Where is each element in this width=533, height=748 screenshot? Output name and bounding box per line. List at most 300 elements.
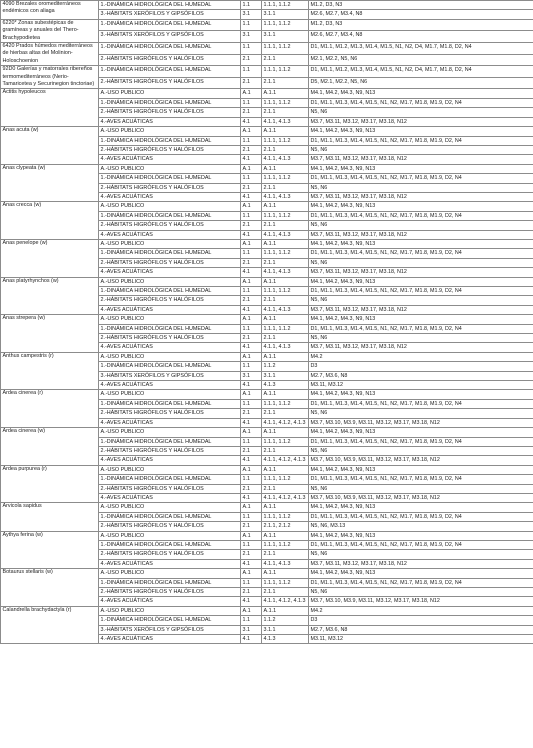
subcode-cell: 1.1.1, 1.1.2 [262, 66, 309, 78]
objective-cell: 1.-DINÁMICA HIDROLÓGICA DEL HUMEDAL [99, 174, 241, 183]
objective-cell: 1.-DINÁMICA HIDROLÓGICA DEL HUMEDAL [99, 19, 241, 31]
code-cell: 2.1 [241, 484, 262, 493]
measures-cell: N5, N6 [309, 108, 533, 117]
measures-cell: D1, M1.1, M1.3, M1.4, M1.5, N1, N2, M1.7, M1.8, M1.9, D2, N4 [309, 287, 533, 296]
measures-cell: M3.7, M3.10, M3.9, M3.11, M3.12, M3.17, M3.18, N12 [309, 418, 533, 427]
subcode-cell: 4.1.1, 4.1.3 [262, 559, 309, 568]
subcode-cell: 2.1.1 [262, 221, 309, 230]
subcode-cell: 1.1.1, 1.1.2 [262, 475, 309, 484]
measures-cell: D3 [309, 616, 533, 625]
objective-cell: 2.-HÁBITATS HIGRÓFILOS Y HALÓFILOS [99, 409, 241, 418]
measures-cell: M3.7, M3.11, M3.12, M3.17, M3.18, N12 [309, 268, 533, 277]
measures-cell: D3 [309, 362, 533, 371]
subcode-cell: A.1.1 [262, 127, 309, 136]
subcode-cell: 1.1.1, 1.1.2 [262, 437, 309, 446]
subcode-cell: 2.1.1, 2.1.2 [262, 522, 309, 531]
objective-cell: 1.-DINÁMICA HIDROLÓGICA DEL HUMEDAL [99, 475, 241, 484]
objective-cell: 4.-AVES ACUÁTICAS [99, 117, 241, 126]
objective-cell: 2.-HÁBITATS HIGRÓFILOS Y HALÓFILOS [99, 588, 241, 597]
subcode-cell: A.1.1 [262, 503, 309, 512]
objective-cell: 3.-HÁBITATS XERÓFILOS Y GIPSÓFILOS [99, 625, 241, 634]
subcode-cell: 2.1.1 [262, 108, 309, 117]
objective-cell: 1.-DINÁMICA HIDROLÓGICA DEL HUMEDAL [99, 66, 241, 78]
measures-cell: M4.1, M4.2, M4.3, N9, N13 [309, 428, 533, 437]
table-row [1, 503, 533, 512]
subcode-cell: 2.1.1 [262, 183, 309, 192]
code-cell: 4.1 [241, 635, 262, 644]
subcode-cell: 1.1.1, 1.1.2 [262, 43, 309, 55]
code-cell: 1.1 [241, 249, 262, 258]
measures-cell: N5, N6 [309, 183, 533, 192]
code-cell: 1.1 [241, 475, 262, 484]
code-cell: 1.1 [241, 362, 262, 371]
measures-cell: D1, M1.1, M1.2, M1.3, M1.4, M1.5, N1, N2, D4, M1.7, M1.8, D2, N4 [309, 43, 533, 55]
subcode-cell: 2.1.1 [262, 145, 309, 154]
measures-cell: D1, M1.1, M1.3, M1.4, M1.5, N1, N2, M1.7, M1.8, M1.9, D2, N4 [309, 174, 533, 183]
code-cell: 4.1 [241, 456, 262, 465]
measures-cell: M1.2, D3, N3 [309, 19, 533, 31]
objective-cell: 4.-AVES ACUÁTICAS [99, 597, 241, 606]
measures-cell: M1.2, D3, N3 [309, 1, 533, 10]
element-name-cell: Anas crecca (w) [1, 202, 99, 240]
objective-cell: 1.-DINÁMICA HIDROLÓGICA DEL HUMEDAL [99, 512, 241, 521]
measures-cell: N5, N6 [309, 296, 533, 305]
measures-cell: M2.6, M2.7, M3.4, N8 [309, 10, 533, 19]
code-cell: 1.1 [241, 399, 262, 408]
objective-cell: 1.-DINÁMICA HIDROLÓGICA DEL HUMEDAL [99, 324, 241, 333]
measures-cell: N5, N6 [309, 221, 533, 230]
table-row [1, 428, 533, 437]
code-cell: A.1 [241, 390, 262, 399]
code-cell: 1.1 [241, 287, 262, 296]
element-name-cell: Ardea purpurea (r) [1, 465, 99, 503]
table-row [1, 202, 533, 211]
measures-cell: M3.11, M3.12 [309, 635, 533, 644]
measures-cell: M4.1, M4.2, M4.3, N9, N13 [309, 164, 533, 173]
subcode-cell: A.1.1 [262, 352, 309, 361]
subcode-cell: 1.1.1, 1.1.2 [262, 1, 309, 10]
code-cell: 1.1 [241, 98, 262, 107]
element-name-cell: Anas platyrhynchos (w) [1, 277, 99, 315]
measures-cell: M4.1, M4.2, M4.3, N9, N13 [309, 277, 533, 286]
subcode-cell: 3.1.1 [262, 371, 309, 380]
code-cell: A.1 [241, 465, 262, 474]
code-cell: 2.1 [241, 522, 262, 531]
table-row [1, 89, 533, 98]
table-row [1, 1, 533, 10]
objective-cell: 4.-AVES ACUÁTICAS [99, 343, 241, 352]
code-cell: 3.1 [241, 625, 262, 634]
code-cell: 4.1 [241, 381, 262, 390]
code-cell: 4.1 [241, 305, 262, 314]
element-name-cell: Anthus campestris (r) [1, 352, 99, 390]
objective-cell: A.-USO PUBLICO [99, 531, 241, 540]
subcode-cell: A.1.1 [262, 239, 309, 248]
code-cell: 1.1 [241, 578, 262, 587]
objective-cell: 1.-DINÁMICA HIDROLÓGICA DEL HUMEDAL [99, 362, 241, 371]
code-cell: 4.1 [241, 155, 262, 164]
objective-cell: 2.-HÁBITATS HIGRÓFILOS Y HALÓFILOS [99, 183, 241, 192]
code-cell: 2.1 [241, 334, 262, 343]
code-cell: A.1 [241, 277, 262, 286]
code-cell: 1.1 [241, 1, 262, 10]
objective-cell: 1.-DINÁMICA HIDROLÓGICA DEL HUMEDAL [99, 540, 241, 549]
measures-cell: D1, M1.1, M1.3, M1.4, M1.5, N1, N2, M1.7, M1.8, M1.9, D2, N4 [309, 578, 533, 587]
measures-cell: M3.7, M3.10, M3.9, M3.11, M3.12, M3.17, M3.18, N12 [309, 597, 533, 606]
subcode-cell: 2.1.1 [262, 77, 309, 89]
element-name-cell: Arvicola sapidus [1, 503, 99, 531]
objective-cell: 4.-AVES ACUÁTICAS [99, 635, 241, 644]
subcode-cell: 4.1.1, 4.1.3 [262, 268, 309, 277]
code-cell: A.1 [241, 315, 262, 324]
table-row [1, 164, 533, 173]
table-row [1, 390, 533, 399]
code-cell: A.1 [241, 503, 262, 512]
code-cell: 4.1 [241, 117, 262, 126]
objective-cell: 1.-DINÁMICA HIDROLÓGICA DEL HUMEDAL [99, 249, 241, 258]
measures-cell: M3.7, M3.10, M3.9, M3.11, M3.12, M3.17, M3.18, N12 [309, 456, 533, 465]
objective-cell: A.-USO PUBLICO [99, 277, 241, 286]
measures-cell: M4.1, M4.2, M4.3, N9, N13 [309, 239, 533, 248]
subcode-cell: 1.1.1, 1.1.2 [262, 399, 309, 408]
objective-cell: 2.-HÁBITATS HIGRÓFILOS Y HALÓFILOS [99, 446, 241, 455]
objective-cell: A.-USO PUBLICO [99, 352, 241, 361]
element-name-cell: Ardea cinerea (w) [1, 428, 99, 466]
table-row [1, 315, 533, 324]
subcode-cell: A.1.1 [262, 465, 309, 474]
code-cell: 4.1 [241, 559, 262, 568]
subcode-cell: 2.1.1 [262, 296, 309, 305]
table-row [1, 606, 533, 615]
subcode-cell: 2.1.1 [262, 54, 309, 66]
measures-cell: M3.7, M3.11, M3.12, M3.17, M3.18, N12 [309, 230, 533, 239]
objective-cell: 4.-AVES ACUÁTICAS [99, 559, 241, 568]
objective-cell: 2.-HÁBITATS HIGRÓFILOS Y HALÓFILOS [99, 77, 241, 89]
objective-cell: 3.-HÁBITATS XERÓFILOS Y GIPSÓFILOS [99, 371, 241, 380]
measures-cell: M3.7, M3.11, M3.12, M3.17, M3.18, N12 [309, 192, 533, 201]
measures-cell: D1, M1.1, M1.3, M1.4, M1.5, N1, N2, M1.7, M1.8, M1.9, D2, N4 [309, 98, 533, 107]
table-row [1, 531, 533, 540]
subcode-cell: 1.1.1, 1.1.2 [262, 249, 309, 258]
objective-cell: A.-USO PUBLICO [99, 127, 241, 136]
code-cell: 2.1 [241, 588, 262, 597]
objective-cell: A.-USO PUBLICO [99, 239, 241, 248]
subcode-cell: A.1.1 [262, 606, 309, 615]
code-cell: A.1 [241, 164, 262, 173]
subcode-cell: 1.1.1, 1.1.2 [262, 578, 309, 587]
code-cell: 1.1 [241, 19, 262, 31]
objective-cell: 4.-AVES ACUÁTICAS [99, 456, 241, 465]
code-cell: 2.1 [241, 409, 262, 418]
measures-cell: M3.7, M3.11, M3.12, M3.17, M3.18, N12 [309, 117, 533, 126]
objective-cell: 4.-AVES ACUÁTICAS [99, 305, 241, 314]
code-cell: 3.1 [241, 31, 262, 43]
subcode-cell: 1.1.1, 1.1.2 [262, 540, 309, 549]
code-cell: 1.1 [241, 136, 262, 145]
table-row [1, 465, 533, 474]
code-cell: 1.1 [241, 512, 262, 521]
objective-cell: 2.-HÁBITATS HIGRÓFILOS Y HALÓFILOS [99, 108, 241, 117]
objective-cell: 4.-AVES ACUÁTICAS [99, 418, 241, 427]
measures-cell: M4.1, M4.2, M4.3, N9, N13 [309, 531, 533, 540]
element-name-cell: Anas penelope (w) [1, 239, 99, 277]
element-name-cell: 92D0 Galerías y matorrales ribereños termomediterráneos (Nerio-Tamaricetea y Securinegion tinctoriae) [1, 66, 99, 89]
subcode-cell: A.1.1 [262, 428, 309, 437]
element-name-cell: Aythya ferina (w) [1, 531, 99, 569]
table-row [1, 19, 533, 31]
measures-cell: M2.1, M2.2, N5, N6 [309, 54, 533, 66]
code-cell: 1.1 [241, 66, 262, 78]
objective-cell: A.-USO PUBLICO [99, 569, 241, 578]
objective-cell: 1.-DINÁMICA HIDROLÓGICA DEL HUMEDAL [99, 43, 241, 55]
subcode-cell: 2.1.1 [262, 588, 309, 597]
code-cell: A.1 [241, 569, 262, 578]
subcode-cell: 1.1.1, 1.1.2 [262, 512, 309, 521]
measures-cell: M4.1, M4.2, M4.3, N9, N13 [309, 503, 533, 512]
element-name-cell: 6220* Zonas subestépicas de gramíneas y anuales del Thero-Brachypodietea [1, 19, 99, 42]
measures-cell: M4.2 [309, 352, 533, 361]
element-name-cell: Actitis hypoleucos [1, 89, 99, 127]
subcode-cell: A.1.1 [262, 164, 309, 173]
code-cell: 1.1 [241, 211, 262, 220]
objective-cell: 1.-DINÁMICA HIDROLÓGICA DEL HUMEDAL [99, 98, 241, 107]
subcode-cell: 1.1.1, 1.1.2 [262, 136, 309, 145]
subcode-cell: A.1.1 [262, 531, 309, 540]
subcode-cell: A.1.1 [262, 315, 309, 324]
code-cell: A.1 [241, 239, 262, 248]
subcode-cell: 2.1.1 [262, 258, 309, 267]
table-row [1, 127, 533, 136]
code-cell: A.1 [241, 352, 262, 361]
subcode-cell: 2.1.1 [262, 446, 309, 455]
element-name-cell: Anas clypeata (w) [1, 164, 99, 202]
code-cell: 1.1 [241, 324, 262, 333]
code-cell: 2.1 [241, 221, 262, 230]
element-name-cell: Calandrella brachydactyla (r) [1, 606, 99, 644]
objective-cell: A.-USO PUBLICO [99, 89, 241, 98]
element-name-cell: Anas acuta (w) [1, 127, 99, 165]
code-cell: 3.1 [241, 10, 262, 19]
objective-cell: A.-USO PUBLICO [99, 390, 241, 399]
subcode-cell: 4.1.1, 4.1.3 [262, 192, 309, 201]
objective-cell: 4.-AVES ACUÁTICAS [99, 155, 241, 164]
measures-cell: N5, N6 [309, 484, 533, 493]
objective-cell: 2.-HÁBITATS HIGRÓFILOS Y HALÓFILOS [99, 145, 241, 154]
code-cell: 2.1 [241, 258, 262, 267]
subcode-cell: 3.1.1 [262, 31, 309, 43]
objective-cell: A.-USO PUBLICO [99, 315, 241, 324]
measures-cell: D1, M1.1, M1.3, M1.4, M1.5, N1, N2, M1.7, M1.8, M1.9, D2, N4 [309, 512, 533, 521]
objective-cell: 1.-DINÁMICA HIDROLÓGICA DEL HUMEDAL [99, 437, 241, 446]
measures-cell: D1, M1.1, M1.3, M1.4, M1.5, N1, N2, M1.7, M1.8, M1.9, D2, N4 [309, 324, 533, 333]
code-cell: 2.1 [241, 446, 262, 455]
measures-cell: M3.7, M3.11, M3.12, M3.17, M3.18, N12 [309, 559, 533, 568]
code-cell: A.1 [241, 606, 262, 615]
element-name-cell: Ardea cinerea (r) [1, 390, 99, 428]
measures-cell: M4.1, M4.2, M4.3, N9, N13 [309, 569, 533, 578]
objective-cell: 1.-DINÁMICA HIDROLÓGICA DEL HUMEDAL [99, 136, 241, 145]
code-cell: 4.1 [241, 597, 262, 606]
measures-cell: D1, M1.1, M1.3, M1.4, M1.5, N1, N2, M1.7, M1.8, M1.9, D2, N4 [309, 399, 533, 408]
measures-cell: M4.2 [309, 606, 533, 615]
objective-cell: 2.-HÁBITATS HIGRÓFILOS Y HALÓFILOS [99, 296, 241, 305]
code-cell: 2.1 [241, 296, 262, 305]
objective-cell: 3.-HÁBITATS XERÓFILOS Y GIPSÓFILOS [99, 10, 241, 19]
table-body [1, 1, 533, 644]
code-cell: 1.1 [241, 174, 262, 183]
element-name-cell: Botaurus stellaris (w) [1, 569, 99, 607]
code-cell: 2.1 [241, 108, 262, 117]
objective-cell: 2.-HÁBITATS HIGRÓFILOS Y HALÓFILOS [99, 258, 241, 267]
measures-cell: N5, N6 [309, 145, 533, 154]
code-cell: 4.1 [241, 230, 262, 239]
objective-cell: 1.-DINÁMICA HIDROLÓGICA DEL HUMEDAL [99, 399, 241, 408]
objective-cell: 1.-DINÁMICA HIDROLÓGICA DEL HUMEDAL [99, 211, 241, 220]
subcode-cell: 1.1.1, 1.1.2 [262, 324, 309, 333]
measures-cell: M3.7, M3.11, M3.12, M3.17, M3.18, N12 [309, 155, 533, 164]
code-cell: 2.1 [241, 550, 262, 559]
subcode-cell: 1.1.1, 1.1.2 [262, 287, 309, 296]
code-cell: 4.1 [241, 418, 262, 427]
table-row [1, 352, 533, 361]
objective-cell: 2.-HÁBITATS HIGRÓFILOS Y HALÓFILOS [99, 484, 241, 493]
subcode-cell: A.1.1 [262, 202, 309, 211]
objective-cell: 1.-DINÁMICA HIDROLÓGICA DEL HUMEDAL [99, 1, 241, 10]
objective-cell: 2.-HÁBITATS HIGRÓFILOS Y HALÓFILOS [99, 550, 241, 559]
code-cell: 1.1 [241, 43, 262, 55]
subcode-cell: 2.1.1 [262, 484, 309, 493]
measures-cell: M2.6, M2.7, M3.4, N8 [309, 31, 533, 43]
objective-cell: 2.-HÁBITATS HIGRÓFILOS Y HALÓFILOS [99, 221, 241, 230]
code-cell: A.1 [241, 89, 262, 98]
objective-cell: 3.-HÁBITATS XERÓFILOS Y GIPSÓFILOS [99, 31, 241, 43]
code-cell: 1.1 [241, 540, 262, 549]
objective-cell: 4.-AVES ACUÁTICAS [99, 493, 241, 502]
subcode-cell: 3.1.1 [262, 10, 309, 19]
subcode-cell: 1.1.2 [262, 362, 309, 371]
subcode-cell: 4.1.1, 4.1.2, 4.1.3 [262, 597, 309, 606]
objective-cell: 4.-AVES ACUÁTICAS [99, 381, 241, 390]
subcode-cell: 4.1.3 [262, 635, 309, 644]
measures-cell: M3.7, M3.10, M3.9, M3.11, M3.12, M3.17, M3.18, N12 [309, 493, 533, 502]
code-cell: 2.1 [241, 145, 262, 154]
measures-cell: M4.1, M4.2, M4.3, N9, N13 [309, 202, 533, 211]
table-row [1, 277, 533, 286]
table-row [1, 239, 533, 248]
measures-cell: M4.1, M4.2, M4.3, N9, N13 [309, 127, 533, 136]
subcode-cell: 3.1.1 [262, 625, 309, 634]
measures-cell: M4.1, M4.2, M4.3, N9, N13 [309, 315, 533, 324]
subcode-cell: 1.1.1, 1.1.2 [262, 19, 309, 31]
measures-cell: D1, M1.1, M1.3, M1.4, M1.5, N1, N2, M1.7, M1.8, M1.9, D2, N4 [309, 249, 533, 258]
objective-cell: A.-USO PUBLICO [99, 606, 241, 615]
measures-cell: M4.1, M4.2, M4.3, N9, N13 [309, 390, 533, 399]
element-name-cell: 6420 Prados húmedos mediterráneos de hierbas altas del Molinion-Holoschoenion [1, 43, 99, 66]
subcode-cell: 4.1.3 [262, 381, 309, 390]
objective-cell: 4.-AVES ACUÁTICAS [99, 268, 241, 277]
measures-cell: D1, M1.1, M1.3, M1.4, M1.5, N1, N2, M1.7, M1.8, M1.9, D2, N4 [309, 540, 533, 549]
subcode-cell: 4.1.1, 4.1.3 [262, 343, 309, 352]
objective-cell: 2.-HÁBITATS HIGRÓFILOS Y HALÓFILOS [99, 522, 241, 531]
code-cell: A.1 [241, 202, 262, 211]
measures-cell: N5, N6 [309, 588, 533, 597]
code-cell: 3.1 [241, 371, 262, 380]
subcode-cell: 4.1.1, 4.1.3 [262, 117, 309, 126]
subcode-cell: A.1.1 [262, 277, 309, 286]
objective-cell: 4.-AVES ACUÁTICAS [99, 230, 241, 239]
measures-cell: D1, M1.1, M1.3, M1.4, M1.5, N1, N2, M1.7, M1.8, M1.9, D2, N4 [309, 437, 533, 446]
subcode-cell: 4.1.1, 4.1.3 [262, 155, 309, 164]
measures-cell: D5, M2.1, M2.2, N5, N6 [309, 77, 533, 89]
code-cell: 2.1 [241, 183, 262, 192]
table-row [1, 43, 533, 55]
element-name-cell: Anas strepera (w) [1, 315, 99, 353]
measures-cell: N5, N6 [309, 446, 533, 455]
subcode-cell: 4.1.1, 4.1.2, 4.1.3 [262, 418, 309, 427]
code-cell: 4.1 [241, 343, 262, 352]
code-cell: 4.1 [241, 268, 262, 277]
code-cell: A.1 [241, 531, 262, 540]
code-cell: 1.1 [241, 616, 262, 625]
subcode-cell: 4.1.1, 4.1.3 [262, 230, 309, 239]
objective-cell: A.-USO PUBLICO [99, 202, 241, 211]
measures-cell: M3.7, M3.11, M3.12, M3.17, M3.18, N12 [309, 343, 533, 352]
measures-cell: D1, M1.1, M1.3, M1.4, M1.5, N1, N2, M1.7, M1.8, M1.9, D2, N4 [309, 211, 533, 220]
measures-cell: M3.7, M3.11, M3.12, M3.17, M3.18, N12 [309, 305, 533, 314]
subcode-cell: A.1.1 [262, 390, 309, 399]
objective-cell: A.-USO PUBLICO [99, 428, 241, 437]
measures-cell: M4.1, M4.2, M4.3, N9, N13 [309, 465, 533, 474]
code-cell: 1.1 [241, 437, 262, 446]
code-cell: 4.1 [241, 493, 262, 502]
objective-cell: 1.-DINÁMICA HIDROLÓGICA DEL HUMEDAL [99, 616, 241, 625]
subcode-cell: 1.1.2 [262, 616, 309, 625]
code-cell: A.1 [241, 127, 262, 136]
objective-cell: 1.-DINÁMICA HIDROLÓGICA DEL HUMEDAL [99, 287, 241, 296]
objective-cell: 2.-HÁBITATS HIGRÓFILOS Y HALÓFILOS [99, 54, 241, 66]
subcode-cell: 1.1.1, 1.1.2 [262, 98, 309, 107]
element-name-cell: 4090 Brezales oromediterráneos endémicos con aliaga [1, 1, 99, 20]
subcode-cell: 2.1.1 [262, 550, 309, 559]
objective-cell: A.-USO PUBLICO [99, 465, 241, 474]
subcode-cell: 4.1.1, 4.1.2, 4.1.3 [262, 493, 309, 502]
measures-cell: N5, N6 [309, 258, 533, 267]
objective-cell: 4.-AVES ACUÁTICAS [99, 192, 241, 201]
table-row [1, 569, 533, 578]
objective-cell: A.-USO PUBLICO [99, 503, 241, 512]
measures-cell: D1, M1.1, M1.3, M1.4, M1.5, N1, N2, M1.7, M1.8, M1.9, D2, N4 [309, 475, 533, 484]
subcode-cell: 2.1.1 [262, 334, 309, 343]
measures-cell: M2.7, M3.6, N8 [309, 625, 533, 634]
code-cell: A.1 [241, 428, 262, 437]
subcode-cell: 1.1.1, 1.1.2 [262, 174, 309, 183]
code-cell: 4.1 [241, 192, 262, 201]
subcode-cell: A.1.1 [262, 89, 309, 98]
subcode-cell: 4.1.1, 4.1.3 [262, 305, 309, 314]
measures-cell: M3.11, M3.12 [309, 381, 533, 390]
measures-cell: N5, N6 [309, 550, 533, 559]
subcode-cell: 1.1.1, 1.1.2 [262, 211, 309, 220]
code-cell: 2.1 [241, 54, 262, 66]
measures-cell: D1, M1.1, M1.3, M1.4, M1.5, N1, N2, M1.7, M1.8, M1.9, D2, N4 [309, 136, 533, 145]
measures-cell: N5, N6 [309, 409, 533, 418]
subcode-cell: 2.1.1 [262, 409, 309, 418]
measures-cell: M2.7, M3.6, N8 [309, 371, 533, 380]
table-row [1, 66, 533, 78]
measures-cell: D1, M1.1, M1.2, M1.3, M1.4, M1.5, N1, N2, D4, M1.7, M1.8, D2, N4 [309, 66, 533, 78]
code-cell: 2.1 [241, 77, 262, 89]
objective-cell: 2.-HÁBITATS HIGRÓFILOS Y HALÓFILOS [99, 334, 241, 343]
